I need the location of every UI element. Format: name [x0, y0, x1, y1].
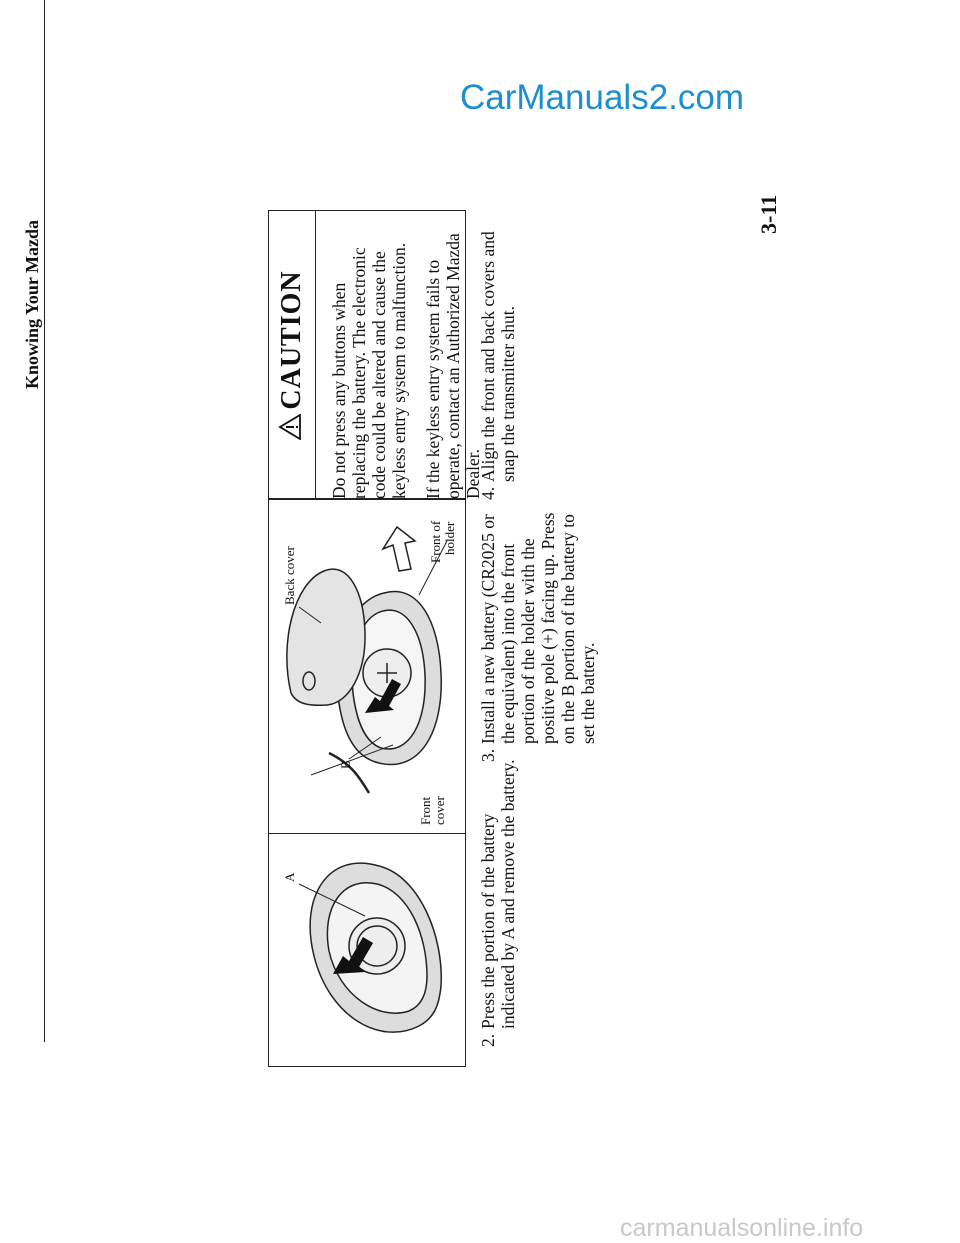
- caution-paragraph: If the keyless entry system fails to operate, contact an Authorized Mazda Dealer.: [423, 233, 483, 499]
- label-a: A: [282, 872, 297, 882]
- label-front-cover-2: cover: [432, 796, 447, 825]
- caution-box: [268, 210, 483, 500]
- label-front-cover-1: Front: [418, 796, 433, 825]
- step-3: [478, 492, 598, 762]
- step-text: Install a new battery (CR2025 or the equivalent) into the front portion of the holder with the positive pole (+) facing up. Press on the B portion of the battery to set the battery.: [478, 512, 598, 744]
- step-4: [478, 220, 518, 500]
- caution-header: [269, 211, 316, 499]
- caution-title: CAUTION: [276, 270, 307, 410]
- figure-install-battery: [268, 498, 466, 834]
- remote-open-illustration: [269, 834, 465, 1066]
- step-text: Align the front and back covers and snap the transmitter shut.: [478, 231, 518, 482]
- header-title: Knowing Your Mazda: [22, 220, 42, 390]
- label-front-holder-2: holder: [442, 521, 457, 555]
- step-number: 4.: [478, 486, 498, 500]
- watermark-bottom[interactable]: carmanualsonline.info: [620, 1214, 864, 1242]
- step-number: 3.: [478, 748, 498, 762]
- step-text: Press the portion of the battery indicated by A and remove the battery.: [478, 759, 518, 1029]
- caution-paragraph: Do not press any buttons when replacing the battery. The electronic code could be altered and cause the keyless entry system to malfunction.: [329, 242, 409, 499]
- watermark-top[interactable]: CarManuals2.com: [460, 78, 744, 117]
- step-2: [478, 757, 518, 1047]
- page-header: [20, 212, 44, 1242]
- label-front-holder-1: Front of: [428, 520, 443, 563]
- label-back-cover: Back cover: [282, 546, 297, 605]
- header-rule: [44, 0, 45, 1042]
- step-number: 2.: [478, 1033, 498, 1047]
- caution-body: [329, 217, 497, 499]
- figure-remove-battery: [268, 833, 466, 1067]
- page-number: 3-11: [756, 194, 781, 234]
- label-b: B: [338, 760, 353, 769]
- warning-triangle-icon: [278, 414, 302, 440]
